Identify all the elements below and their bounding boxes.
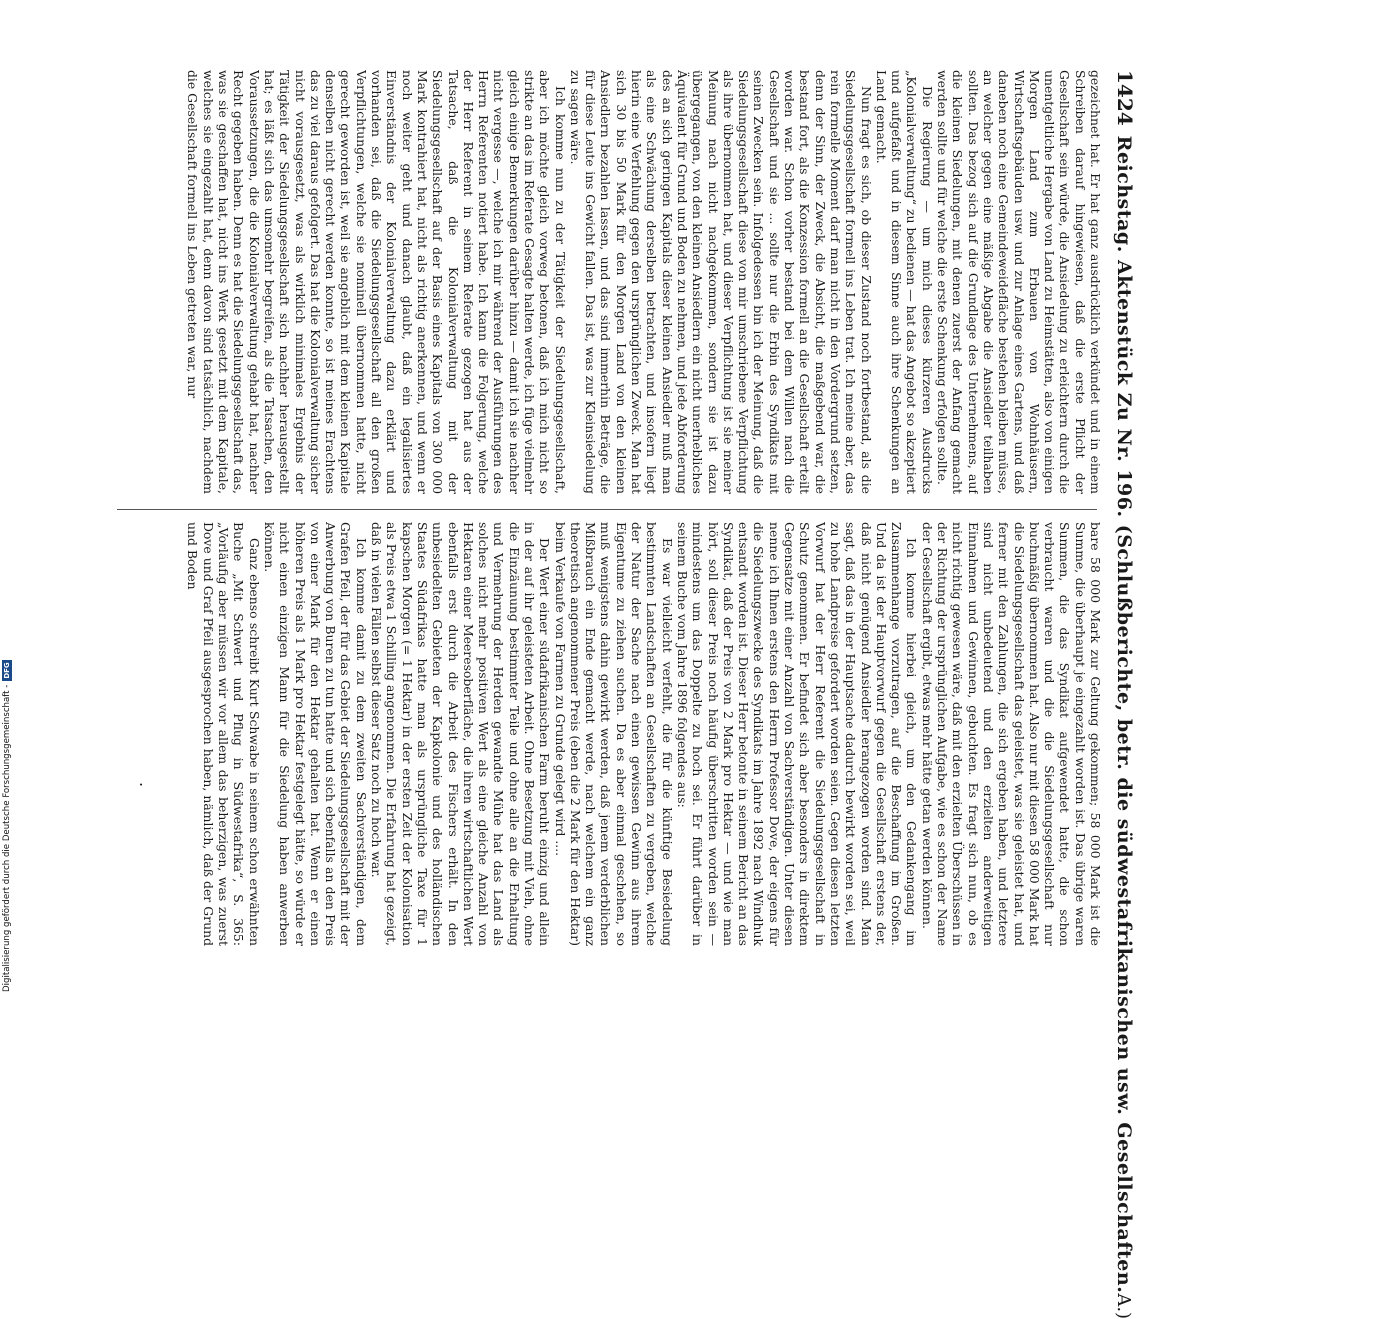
running-title: Reichstag. Aktenstück Zu Nr. 196. (Schlußberichte, betr. die südwestafrikanischen usw. Gesellschaften.: [1113, 135, 1135, 1294]
paragraph: Nun fragt es sich, ob dieser Zustand noch fortbestand, als die Siedelungsgesellschaft formell ins Leben trat. Ich meine aber, das rein formelle Moment darf man nicht in den Vordergrund setzen, denn der Sinn, der Zweck, die Absicht, die maßgebend war, die bestand fort, als die Konzession formell an die Gesellschaft erteilt worden war. Schon vorher bestand bei dem Willen nach die Gesellschaft und sie ... sollte nur die Erbin des Syndikats mit seinen Zwecken sein. Infolgedessen bin ich der Meinung, daß die Siedelungsgesellschaft diese von mir umschriebene Verpflichtung als ihre übernommen hat, und dieser Verpflichtung ist sie meiner Meinung nach nicht nachgekommen, sondern sie ist dazu übergegangen, von den kleinen Ansiedlern ein nicht unerhebliches Äquivalent für Grund und Boden zu nehmen, und jede Abforderung des an sich geringen Kapitals dieser kleinen Ansiedler muß man als eine Schwächung derselben betrachten, und insofern liegt hierin eine Verfehlung gegen den ursprünglichen Zweck. Man hat sich 30 bis 50 Mark für den Morgen Land von den kleinen Ansiedlern bezahlen lassen, und das sind immerhin Beträge, die für diese Leute ins Gewicht fallen. Das ist, was zur Kleinsiedelung zu sagen wäre.: [567, 70, 874, 494]
paragraph: Ich komme damit zu dem zweiten Sachverständigen, dem Grafen Pfeil, der für das Gebiet der Siedelungsgesellschaft mit der Anwerbung von Buren zu tun hatte und sich ebenfalls an den Preis von einer Mark für den Hektar gehalten hat. Wenn er einen höheren Preis als 1 Mark pro Hektar festgelegt hätte, so würde er nicht einen einzigen Mann für die Siedelung haben anwerben können.: [261, 522, 369, 946]
credit-text: Digitalisierung gefördert durch die Deutsche Forschungsgemeinschaft -: [2, 684, 12, 992]
text-columns: [113, 70, 1103, 950]
page-number: 1424: [1113, 70, 1137, 126]
page-header: [1109, 70, 1137, 1319]
left-column: [113, 70, 1103, 494]
paragraph: Ich komme nun zu der Tätigkeit der Siedelungsgesellschaft, aber ich möchte gleich vorweg betonen, daß ich mich nicht so strikte an das im Referate Gesagte halten werde, ich füge vielmehr gleich einige Bemerkungen darüber hinzu — damit ich sie nachher nicht vergesse —, welche ich mir während der Ausführungen des Herrn Referenten notiert habe. Ich kann die Folgerung, welche der Herr Referent in seinem Referate gezogen hat aus der Tatsache, daß die Kolonialverwaltung mit der Siedelungsgesellschaft auf der Basis eines Kapitals von 300 000 Mark kontrahiert hat, nicht als richtig anerkennen, und wenn er noch weiter geht und danach glaubt, daß ein legalisiertes Einverständnis der Kolonialverwaltung dazu erklärt und vorhanden sei, daß die Siedelungsgesellschaft all den großen Verpflichtungen, welche sie nominell übernommen hatte, nicht gerecht geworden ist, weil sie angeblich mit dem kleinen Kapitale denselben nicht gerecht werden konnte, so ist meines Erachtens das zu viel daraus gefolgert. Das hat die Kolonialverwaltung sicher nicht vorausgesetzt, was als wirklich minimales Ergebnis der Tätigkeit der Siedelungsgesellschaft sich nachher herausgestellt hat; es läßt sich das umsomehr begreifen, als die Tatsachen, den Voraussetzungen, die die Kolonialverwaltung gehabt hat, nachher Recht gegeben haben. Denn es hat die Siedelungsgesellschaft das, was sie geschaffen hat, nicht ins Werk gesetzt mit dem Kapitale, welches sie eingezahlt hat, denn davon sind tatsächlich, nachdem die Gesellschaft formell ins Leben getreten war, nur: [185, 70, 568, 494]
column-divider: [117, 509, 1097, 510]
paragraph: Es war vielleicht verfehlt, die für die künftige Besiedelung bestimmten Landschaften an Gesellschaften zu vergeben, welche der Natur der Sache nach einen gewissen Gewinn aus ihrem Eigentume zu ziehen suchen. Da es aber einmal geschehen, so muß wenigstens dahin gewirkt werden, daß jenem verderblichen Mißbrauch ein Ende gemacht werde, nach welchem ein ganz theoretisch angenommener Preis (eben die 2 Mark für den Hektar) beim Verkaufe von Farmen zu Grunde gelegt wird ....: [552, 522, 675, 946]
rotated-page: [97, 70, 1137, 1319]
paragraph: Ich komme hierbei gleich, um den Gedankengang im Zusammenhange vorzutragen, auf die Beschaffung im Großen. Und da ist der Hauptvorwurf gegen die Gesellschaft erstens der, daß nicht genügend Ansiedler herangezogen worden sind. Man sagt, daß das in der Hauptsache dadurch bewirkt worden sei, weil zu hohe Landpreise gefordert worden seien. Gegen diesen letzten Vorwurf hat der Herr Referent die Siedelungsgesellschaft in Schutz genommen. Er befindet sich aber besonders in direktem Gegensatze mit einer Anzahl von Sachverständigen. Unter diesen nenne ich Ihnen erstens den Herrn Professor Dove, der eigens für die Siedelungszwecke des Syndikats im Jahre 1892 nach Windhuk entsandt worden ist. Dieser Herr betonte in seinem Bericht an das Syndikat, daß der Preis von 2 Mark pro Hektar — und wie man hört, soll dieser Preis noch häufig überschritten worden sein — mindestens um das Doppelte zu hoch sei. Er führt darüber in seinem Buche vom Jahre 1896 folgendes aus:: [674, 522, 920, 946]
paragraph: gezeichnet hat. Er hat ganz ausdrücklich verkündet und in einem Schreiben darauf hingewiesen, daß die erste Pflicht der Gesellschaft sein würde, die Ansiedelung zu erleichtern durch die unentgeltliche Hergabe von Land zu Heimstätten, also von einigen Morgen Land zum Erbauen von Wohnhäusern, Wirtschaftsgebäuden usw. und zur Anlage eines Gartens, und daß daneben noch eine Gemeindeweidefläche bestehen bleiben müsse, an welcher gegen eine mäßige Abgabe die Ansiedler teilhaben sollten. Das bezog sich auf die Grundlage des Unternehmens, auf die kleinen Siedelungen, mit denen zuerst der Anfang gemacht werden sollte und für welche die erste Schenkung erfolgen sollte.: [935, 70, 1103, 494]
paragraph: Die Regierung — um mich dieses kürzeren Ausdrucks „Kolonialverwaltung“ zu bedienen — hat das Angebot so akzeptiert und aufgefaßt und in diesem Sinne auch ihre Schenkungen an Land gemacht.: [873, 70, 935, 494]
dfg-logo: DFG: [3, 662, 11, 679]
paragraph: Ganz ebenso schreibt Kurt Schwabe in seinem schon erwähnten Buche „Mit Schwert und Pflug in Südwestafrika“, S. 365: „Vorläufig aber müssen wir vor allem das beherzigen, was zuerst Dove und Graf Pfeil ausgesprochen haben, nämlich, daß der Grund und Boden: [185, 522, 262, 946]
digitization-credit: [2, 660, 12, 992]
page-end-mark: .: [136, 782, 155, 788]
running-title-suffix: A.): [1113, 1293, 1134, 1319]
paragraph: Der Wert einer südafrikanischen Farm beruht einzig und allein in der auf ihr geleisteten Arbeit. Ohne Besetzung mit Vieh, ohne die Einzäunung bestimmter Teile und ohne alle an die Erhaltung und Vermehrung der Herden gewandte Mühe hat das Land als solches nicht mehr positiven Wert als eine gleiche Anzahl von Hektaren einer Meeresoberfläche, die ihren wirtschaftlichen Wert ebenfalls erst durch die Arbeit des Fischers erhält. In den unbesiedelten Gebieten der Kapkolonie und des holländischen Staates Südafrikas hatte man als ursprüngliche Taxe für 1 kapschen Morgen (= 1 Hektar) in der ersten Zeit der Kolonisation als Preis etwa 1 Schilling angenommen. Die Erfahrung hat gezeigt, daß in vielen Fällen selbst dieser Satz noch zu hoch war.: [369, 522, 553, 946]
right-column: [113, 522, 1103, 946]
paragraph: bare 58 000 Mark zur Geltung gekommen; 58 000 Mark ist die Summe, die überhaupt je eingezahlt worden ist. Das übrige waren Summen, die das Syndikat aufgewendet hatte, die schon verbraucht waren und die die Siedelungsgesellschaft nur buchmäßig übernommen hat. Also nur mit diesen 58 000 Mark hat die Siedelungsgesellschaft das geleistet, was sie geleistet hat, und ferner mit den Zahlungen, die sich ergeben haben, und letztere sind nicht unbedeutend und den erzielten anderweitigen Einnahmen und Gewinnen, gebuchten. Es fragt sich nun, ob es nicht richtig gewesen wäre, daß mit den erzielten Überschüssen in der Richtung der ursprünglichen Aufgabe, wie es schon der Name der Gesellschaft ergibt, etwas mehr hätte getan werden können.: [919, 522, 1103, 946]
